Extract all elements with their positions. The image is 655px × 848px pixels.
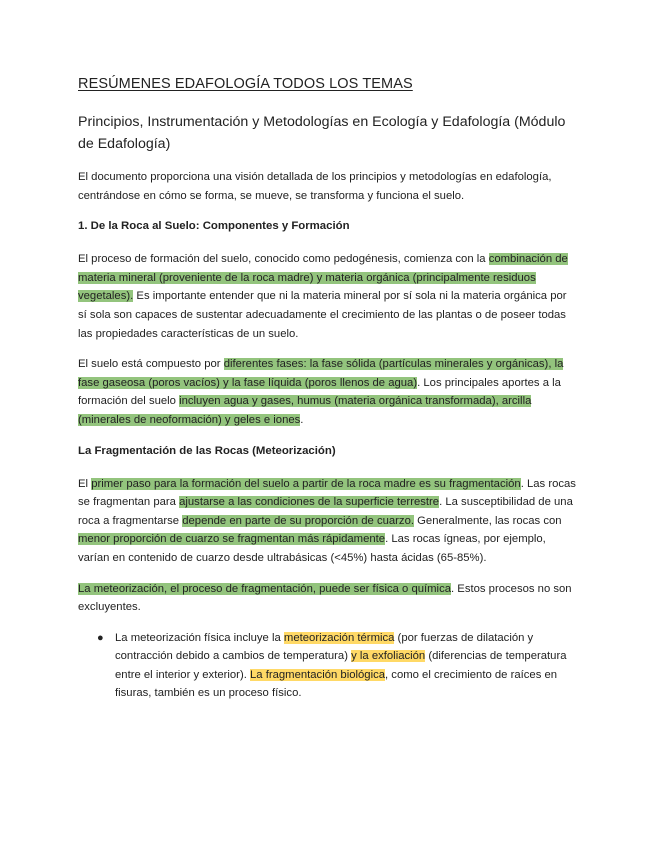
text-run: El proceso de formación del suelo, conocido como pedogénesis, comienza con la (78, 253, 489, 266)
list-item (78, 629, 578, 703)
paragraph-meteorization (78, 580, 578, 617)
green-highlight: primer paso para la formación del suelo a partir de la roca madre es su fragmentación (91, 477, 521, 490)
section-heading-fragmentacion: La Fragmentación de las Rocas (Meteorización) (78, 444, 336, 457)
bullet-list (78, 629, 578, 703)
document-page (78, 70, 578, 703)
intro-paragraph: El documento proporciona una visión detallada de los principios y metodologías en edafología, centrándose en cómo se forma, se mueve, se transforma y funciona el suelo. (78, 171, 552, 202)
paragraph-fragmentation (78, 475, 578, 568)
document-subtitle: Principios, Instrumentación y Metodologías en Ecología y Edafología (Módulo de Edafología) (78, 114, 566, 152)
green-highlight: ajustarse a las condiciones de la superficie terrestre (179, 496, 440, 509)
text-run: . (300, 413, 304, 426)
paragraph-pedogenesis (78, 250, 578, 343)
green-highlight: combinación de materia mineral (proveniente de la roca madre) y materia orgánica (principalmente residuos vegetales). (78, 253, 568, 303)
text-run: . La susceptibilidad de una roca a fragmentarse (78, 496, 573, 527)
text-run: Es importante entender que ni la materia mineral por sí sola ni la materia orgánica por sí sola son capaces de sustentar adecuadamente el crecimiento de las plantas o de poseer todas las propiedades características de un suelo. (78, 290, 567, 340)
text-run: . Los principales aportes a la formación del suelo (78, 376, 561, 408)
green-highlight: menor proporción de cuarzo se fragmentan más rápidamente (78, 533, 386, 546)
green-highlight: La meteorización, el proceso de fragmentación, puede ser física o química (78, 582, 452, 595)
text-run: . Las rocas se fragmentan para (78, 477, 576, 509)
green-highlight: depende en parte de su proporción de cuarzo. (182, 514, 414, 527)
bullet-icon: ● (97, 631, 104, 644)
section-heading-roca-suelo: 1. De la Roca al Suelo: Componentes y Formación (78, 220, 350, 233)
yellow-highlight: La fragmentación biológica (249, 668, 386, 681)
text-run: El (78, 477, 92, 490)
text-run: . Estos procesos no son excluyentes. (78, 582, 572, 614)
text-run: Generalmente, las rocas con (414, 514, 562, 527)
text-run: (diferencias de temperatura entre el interior y exterior). (115, 650, 567, 681)
green-highlight: diferentes fases: la fase sólida (partículas minerales y orgánicas), la fase gaseosa (poros vacíos) y la fase líquida (poros llenos de agua) (78, 358, 564, 389)
yellow-highlight: y la exfoliación (351, 650, 426, 663)
document-title: RESÚMENES EDAFOLOGÍA TODOS LOS TEMAS (78, 76, 413, 92)
text-run: . Las rocas ígneas, por ejemplo, varían en contenido de cuarzo desde ultrabásicas (<45%) hasta ácidas (65-85%). (78, 533, 546, 564)
text-run: El suelo está compuesto por (78, 358, 224, 371)
paragraph-soil-phases (78, 355, 578, 429)
yellow-highlight: meteorización térmica (283, 631, 395, 644)
text-run: (por fuerzas de dilatación y contracción debido a cambios de temperatura) (115, 631, 534, 663)
green-highlight: incluyen agua y gases, humus (materia orgánica transformada), arcilla (minerales de neoformación) y geles e iones (78, 395, 532, 426)
text-run: La meteorización física incluye la (115, 631, 284, 644)
text-run: , como el crecimiento de raíces en fisuras, también es un proceso físico. (115, 668, 558, 700)
